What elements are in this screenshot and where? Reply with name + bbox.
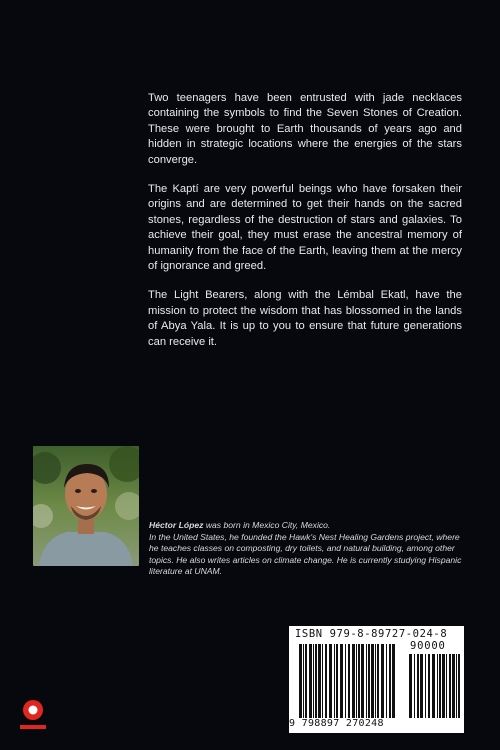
- author-bio-line-1: was born in Mexico City, Mexico.: [203, 520, 331, 530]
- barcode-bar: [375, 644, 376, 718]
- barcode-bar: [313, 644, 314, 718]
- barcode-bar: [449, 654, 451, 718]
- barcode-bar: [458, 654, 460, 718]
- barcode-bar: [366, 644, 367, 718]
- barcode-bar: [318, 644, 321, 718]
- barcode-bar: [315, 644, 317, 718]
- barcode-bar: [322, 644, 323, 718]
- blurb-paragraph-3: The Light Bearers, along with the Lémbal Ekatl, have the mission to protect the wisdom that has blossomed in the lands of Abya Yala. It is up to you to ensure that future generations can receive it.: [148, 289, 462, 348]
- barcode-bar: [361, 644, 364, 718]
- barcode-bar: [340, 644, 343, 718]
- author-name: Héctor López: [149, 520, 204, 530]
- barcode-bar: [377, 644, 379, 718]
- author-photo: [33, 446, 139, 566]
- barcode-bar: [334, 644, 335, 718]
- back-cover-blurb: [148, 91, 462, 364]
- author-bio-text: In the United States, he founded the Hawk's Nest Healing Gardens project, where he teaches classes on composting, dry toilets, and natural building, among other topics. He also writes articles on climate change. He is currently studying Hispanic literature at UNAM.: [149, 531, 462, 577]
- barcode-bar: [456, 654, 457, 718]
- barcode-bar: [371, 644, 374, 718]
- barcode-bar: [329, 644, 332, 718]
- barcode-bar: [305, 644, 307, 718]
- barcode-bar: [386, 644, 387, 718]
- barcode-bar: [325, 644, 327, 718]
- barcode-bar: [420, 654, 423, 718]
- barcode-bar: [336, 644, 338, 718]
- barcode-bars: [289, 626, 464, 733]
- isbn-barcode-box: [289, 626, 464, 733]
- barcode-bar: [414, 654, 415, 718]
- barcode-bar: [352, 644, 355, 718]
- barcode-bar: [356, 644, 357, 718]
- barcode-bar: [303, 644, 304, 718]
- isbn-number: ISBN 979-8-89727-024-8: [295, 628, 448, 640]
- barcode-bar: [358, 644, 360, 718]
- barcode-bar: [442, 654, 445, 718]
- barcode-bar: [389, 644, 391, 718]
- barcode-bar: [417, 654, 419, 718]
- barcode-bar: [437, 654, 438, 718]
- barcode-bar: [446, 654, 447, 718]
- barcode-bar: [348, 644, 350, 718]
- blurb-paragraph-2: The Kaptí are very powerful beings who have forsaken their origins and are determined to get their hands on the sacred stones, regardless of the destruction of stars and galaxies. To achieve their goal, they must erase the ancestral memory of humanity from the face of the Earth, leaving them at the mercy of ignorance and greed.: [148, 183, 462, 273]
- barcode-bar: [425, 654, 426, 718]
- barcode-bar: [432, 654, 435, 718]
- barcode-bar: [428, 654, 430, 718]
- barcode-bar: [439, 654, 441, 718]
- barcode-addon-digits: 90000: [410, 640, 446, 652]
- barcode-digits: 9 798897 270248: [289, 718, 384, 729]
- barcode-bar: [299, 644, 302, 718]
- blurb-paragraph-1: Two teenagers have been entrusted with jade necklaces containing the symbols to find the Seven Stones of Creation. These were brought to Earth thousands of years ago and hidden in strategic locations where the energies of the stars converge.: [148, 92, 462, 166]
- barcode-bar: [381, 644, 384, 718]
- barcode-bar: [409, 654, 412, 718]
- author-bio: [149, 520, 469, 578]
- barcode-bar: [309, 644, 312, 718]
- publisher-logo: [16, 695, 50, 735]
- barcode-bar: [368, 644, 370, 718]
- barcode-bar: [452, 654, 455, 718]
- barcode-bar: [345, 644, 346, 718]
- barcode-bar: [392, 644, 395, 718]
